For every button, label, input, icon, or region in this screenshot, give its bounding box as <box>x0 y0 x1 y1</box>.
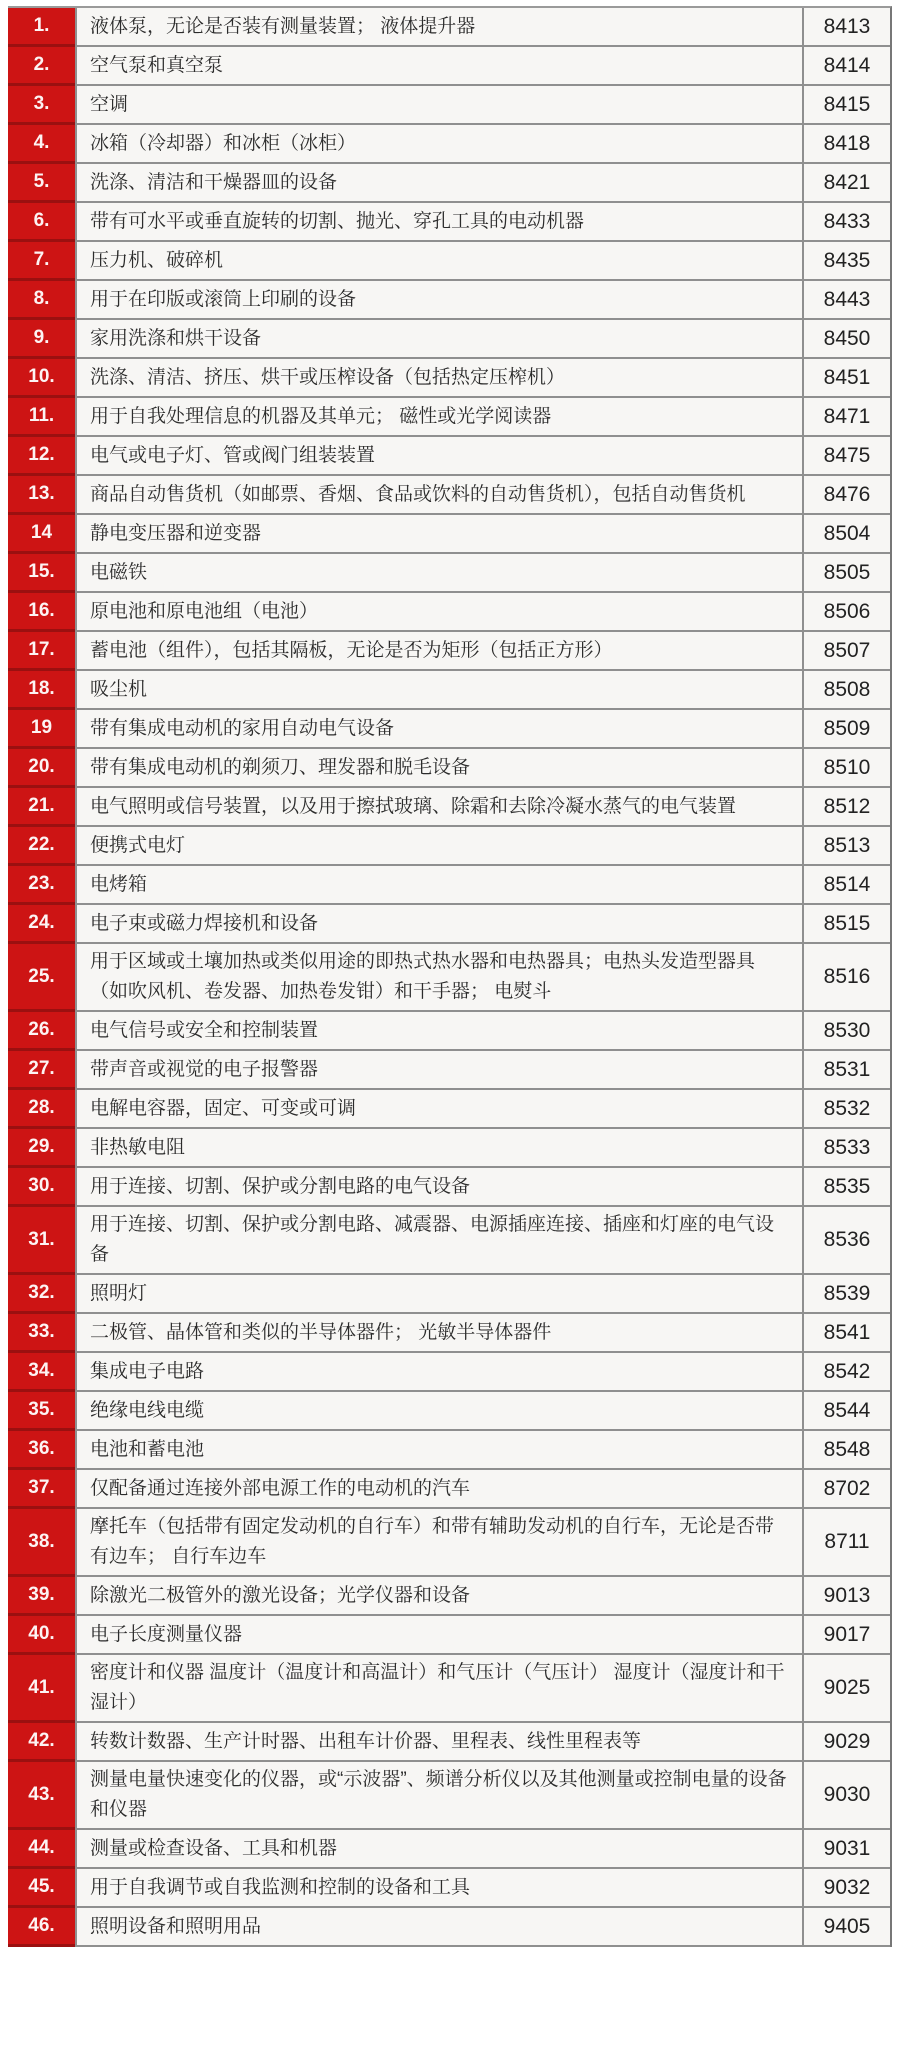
row-number: 43. <box>8 1762 75 1830</box>
row-code: 8476 <box>802 476 890 515</box>
row-code: 8413 <box>802 8 890 47</box>
row-description: 带有集成电动机的家用自动电气设备 <box>75 710 802 749</box>
table-row <box>8 1051 890 1090</box>
row-code: 8435 <box>802 242 890 281</box>
table-row <box>8 1168 890 1207</box>
table-row <box>8 281 890 320</box>
row-number: 30. <box>8 1168 75 1207</box>
row-description: 带有集成电动机的剃须刀、理发器和脱毛设备 <box>75 749 802 788</box>
row-code: 9013 <box>802 1577 890 1616</box>
table-row <box>8 749 890 788</box>
table-row <box>8 944 890 1012</box>
table-row <box>8 710 890 749</box>
hs-code-table <box>8 6 892 1947</box>
row-code: 8506 <box>802 593 890 632</box>
table-row <box>8 1908 890 1947</box>
row-number: 42. <box>8 1723 75 1762</box>
row-code: 9032 <box>802 1869 890 1908</box>
row-number: 34. <box>8 1353 75 1392</box>
row-code: 8415 <box>802 86 890 125</box>
row-description: 洗涤、清洁、挤压、烘干或压榨设备（包括热定压榨机） <box>75 359 802 398</box>
row-number: 28. <box>8 1090 75 1129</box>
row-number: 5. <box>8 164 75 203</box>
table-row <box>8 515 890 554</box>
row-description: 原电池和原电池组（电池） <box>75 593 802 632</box>
row-code: 8548 <box>802 1431 890 1470</box>
row-code: 8516 <box>802 944 890 1012</box>
row-code: 8542 <box>802 1353 890 1392</box>
row-number: 33. <box>8 1314 75 1353</box>
row-code: 8421 <box>802 164 890 203</box>
table-row <box>8 437 890 476</box>
row-code: 9405 <box>802 1908 890 1947</box>
row-description: 照明灯 <box>75 1275 802 1314</box>
row-code: 8544 <box>802 1392 890 1431</box>
row-number: 22. <box>8 827 75 866</box>
row-description: 空调 <box>75 86 802 125</box>
table-row <box>8 8 890 47</box>
row-description: 电池和蓄电池 <box>75 1431 802 1470</box>
row-code: 8475 <box>802 437 890 476</box>
row-number: 15. <box>8 554 75 593</box>
row-description: 压力机、破碎机 <box>75 242 802 281</box>
table-row <box>8 1207 890 1275</box>
row-number: 3. <box>8 86 75 125</box>
row-number: 41. <box>8 1655 75 1723</box>
row-description: 电子长度测量仪器 <box>75 1616 802 1655</box>
row-number: 23. <box>8 866 75 905</box>
row-number: 18. <box>8 671 75 710</box>
row-description: 测量或检查设备、工具和机器 <box>75 1830 802 1869</box>
table-row <box>8 1314 890 1353</box>
row-number: 21. <box>8 788 75 827</box>
row-number: 45. <box>8 1869 75 1908</box>
row-description: 空气泵和真空泵 <box>75 47 802 86</box>
row-code: 8541 <box>802 1314 890 1353</box>
row-description: 转数计数器、生产计时器、出租车计价器、里程表、线性里程表等 <box>75 1723 802 1762</box>
table-row <box>8 905 890 944</box>
row-description: 带声音或视觉的电子报警器 <box>75 1051 802 1090</box>
row-number: 19 <box>8 710 75 749</box>
row-description: 密度计和仪器 温度计（温度计和高温计）和气压计（气压计） 湿度计（湿度计和干湿计） <box>75 1655 802 1723</box>
row-description: 带有可水平或垂直旋转的切割、抛光、穿孔工具的电动机器 <box>75 203 802 242</box>
row-code: 8451 <box>802 359 890 398</box>
row-code: 8504 <box>802 515 890 554</box>
row-description: 电解电容器，固定、可变或可调 <box>75 1090 802 1129</box>
table-row <box>8 320 890 359</box>
row-description: 电磁铁 <box>75 554 802 593</box>
table-row <box>8 164 890 203</box>
row-number: 27. <box>8 1051 75 1090</box>
row-description: 用于连接、切割、保护或分割电路的电气设备 <box>75 1168 802 1207</box>
row-number: 9. <box>8 320 75 359</box>
table-row <box>8 632 890 671</box>
table-row <box>8 827 890 866</box>
row-code: 8532 <box>802 1090 890 1129</box>
table-row <box>8 1655 890 1723</box>
table-row <box>8 1577 890 1616</box>
row-description: 用于连接、切割、保护或分割电路、减震器、电源插座连接、插座和灯座的电气设备 <box>75 1207 802 1275</box>
row-code: 8507 <box>802 632 890 671</box>
row-code: 9025 <box>802 1655 890 1723</box>
row-description: 用于在印版或滚筒上印刷的设备 <box>75 281 802 320</box>
row-code: 8510 <box>802 749 890 788</box>
row-code: 8471 <box>802 398 890 437</box>
row-description: 用于自我调节或自我监测和控制的设备和工具 <box>75 1869 802 1908</box>
row-description: 用于自我处理信息的机器及其单元； 磁性或光学阅读器 <box>75 398 802 437</box>
row-number: 36. <box>8 1431 75 1470</box>
table-row <box>8 1275 890 1314</box>
table-row <box>8 125 890 164</box>
table-row <box>8 1830 890 1869</box>
row-description: 摩托车（包括带有固定发动机的自行车）和带有辅助发动机的自行车，无论是否带有边车； 自行车边车 <box>75 1509 802 1577</box>
row-description: 非热敏电阻 <box>75 1129 802 1168</box>
row-number: 10. <box>8 359 75 398</box>
table-row <box>8 1431 890 1470</box>
table-row <box>8 554 890 593</box>
row-number: 31. <box>8 1207 75 1275</box>
table-row <box>8 1392 890 1431</box>
row-description: 除激光二极管外的激光设备；光学仪器和设备 <box>75 1577 802 1616</box>
row-code: 9031 <box>802 1830 890 1869</box>
table-row <box>8 1090 890 1129</box>
row-code: 8514 <box>802 866 890 905</box>
row-code: 8414 <box>802 47 890 86</box>
row-description: 静电变压器和逆变器 <box>75 515 802 554</box>
row-number: 40. <box>8 1616 75 1655</box>
table-row <box>8 476 890 515</box>
table-row <box>8 1869 890 1908</box>
row-code: 8450 <box>802 320 890 359</box>
row-code: 8505 <box>802 554 890 593</box>
row-number: 32. <box>8 1275 75 1314</box>
row-number: 26. <box>8 1012 75 1051</box>
table-row <box>8 866 890 905</box>
row-number: 20. <box>8 749 75 788</box>
row-number: 38. <box>8 1509 75 1577</box>
row-code: 8433 <box>802 203 890 242</box>
row-description: 仅配备通过连接外部电源工作的电动机的汽车 <box>75 1470 802 1509</box>
row-number: 25. <box>8 944 75 1012</box>
row-number: 29. <box>8 1129 75 1168</box>
row-description: 用于区域或土壤加热或类似用途的即热式热水器和电热器具；电热头发造型器具（如吹风机、卷发器、加热卷发钳）和干手器； 电熨斗 <box>75 944 802 1012</box>
row-description: 电子束或磁力焊接机和设备 <box>75 905 802 944</box>
row-number: 7. <box>8 242 75 281</box>
row-code: 8531 <box>802 1051 890 1090</box>
row-description: 家用洗涤和烘干设备 <box>75 320 802 359</box>
row-code: 8418 <box>802 125 890 164</box>
table-row <box>8 1353 890 1392</box>
table-row <box>8 788 890 827</box>
table-row <box>8 593 890 632</box>
row-code: 8515 <box>802 905 890 944</box>
row-code: 8508 <box>802 671 890 710</box>
row-number: 4. <box>8 125 75 164</box>
row-description: 商品自动售货机（如邮票、香烟、食品或饮料的自动售货机），包括自动售货机 <box>75 476 802 515</box>
table-row <box>8 1012 890 1051</box>
row-number: 24. <box>8 905 75 944</box>
table-row <box>8 1723 890 1762</box>
row-code: 8711 <box>802 1509 890 1577</box>
row-description: 电气或电子灯、管或阀门组装装置 <box>75 437 802 476</box>
row-number: 37. <box>8 1470 75 1509</box>
row-code: 8509 <box>802 710 890 749</box>
row-number: 8. <box>8 281 75 320</box>
table-row <box>8 86 890 125</box>
row-description: 吸尘机 <box>75 671 802 710</box>
row-description: 二极管、晶体管和类似的半导体器件； 光敏半导体器件 <box>75 1314 802 1353</box>
row-description: 电气信号或安全和控制装置 <box>75 1012 802 1051</box>
row-code: 9030 <box>802 1762 890 1830</box>
table-row <box>8 1470 890 1509</box>
row-description: 洗涤、清洁和干燥器皿的设备 <box>75 164 802 203</box>
row-number: 13. <box>8 476 75 515</box>
row-number: 17. <box>8 632 75 671</box>
table-row <box>8 1762 890 1830</box>
row-code: 8539 <box>802 1275 890 1314</box>
row-code: 8530 <box>802 1012 890 1051</box>
row-number: 2. <box>8 47 75 86</box>
table-row <box>8 359 890 398</box>
row-code: 8443 <box>802 281 890 320</box>
table-row <box>8 1129 890 1168</box>
row-number: 46. <box>8 1908 75 1947</box>
table-row <box>8 1616 890 1655</box>
row-code: 9029 <box>802 1723 890 1762</box>
row-description: 蓄电池（组件），包括其隔板，无论是否为矩形（包括正方形） <box>75 632 802 671</box>
row-description: 液体泵，无论是否装有测量装置； 液体提升器 <box>75 8 802 47</box>
table-row <box>8 203 890 242</box>
row-code: 8533 <box>802 1129 890 1168</box>
row-description: 冰箱（冷却器）和冰柜（冰柜） <box>75 125 802 164</box>
row-code: 8536 <box>802 1207 890 1275</box>
row-code: 8513 <box>802 827 890 866</box>
row-number: 39. <box>8 1577 75 1616</box>
row-description: 照明设备和照明用品 <box>75 1908 802 1947</box>
table-row <box>8 1509 890 1577</box>
row-number: 14 <box>8 515 75 554</box>
table-row <box>8 242 890 281</box>
row-code: 8702 <box>802 1470 890 1509</box>
table-row <box>8 398 890 437</box>
row-number: 6. <box>8 203 75 242</box>
row-description: 绝缘电线电缆 <box>75 1392 802 1431</box>
row-number: 35. <box>8 1392 75 1431</box>
row-description: 集成电子电路 <box>75 1353 802 1392</box>
row-code: 8535 <box>802 1168 890 1207</box>
row-code: 8512 <box>802 788 890 827</box>
row-description: 电气照明或信号装置，以及用于擦拭玻璃、除霜和去除冷凝水蒸气的电气装置 <box>75 788 802 827</box>
row-number: 16. <box>8 593 75 632</box>
row-number: 11. <box>8 398 75 437</box>
table-row <box>8 671 890 710</box>
row-number: 44. <box>8 1830 75 1869</box>
row-description: 便携式电灯 <box>75 827 802 866</box>
row-number: 12. <box>8 437 75 476</box>
row-description: 电烤箱 <box>75 866 802 905</box>
row-description: 测量电量快速变化的仪器，或“示波器”、频谱分析仪以及其他测量或控制电量的设备和仪器 <box>75 1762 802 1830</box>
row-number: 1. <box>8 8 75 47</box>
row-code: 9017 <box>802 1616 890 1655</box>
table-row <box>8 47 890 86</box>
